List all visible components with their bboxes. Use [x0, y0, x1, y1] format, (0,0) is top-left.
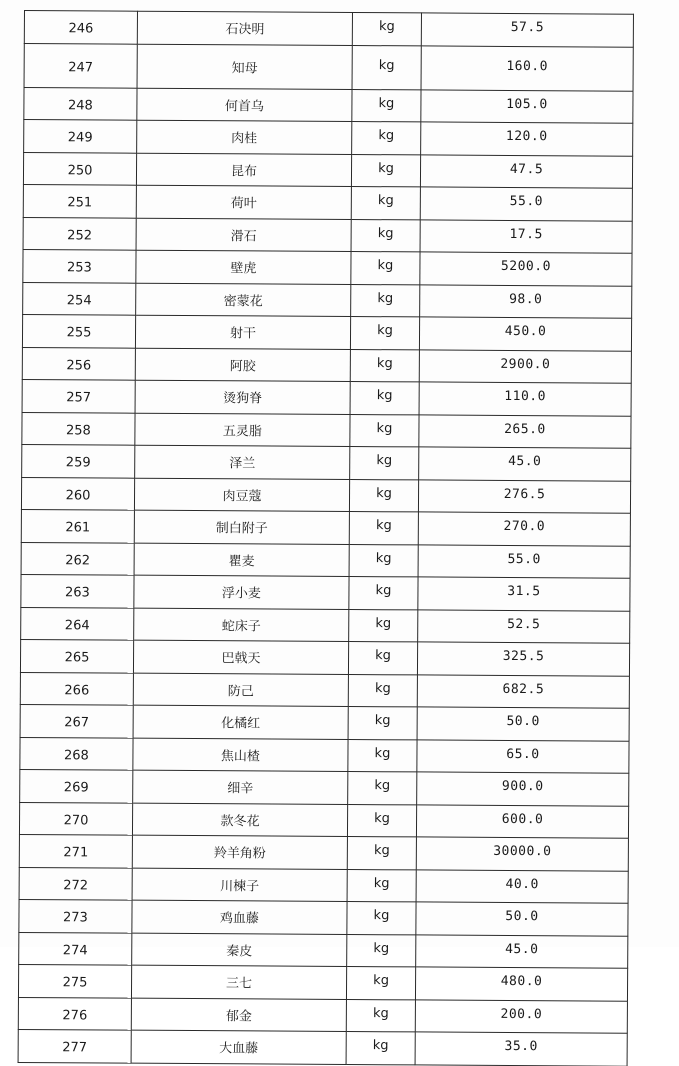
- item-name-cell: 巴戟天: [133, 640, 348, 674]
- row-number-cell: 248: [24, 87, 137, 120]
- row-number-cell: 254: [23, 282, 136, 315]
- row-number-cell: 272: [19, 867, 132, 900]
- unit-cell: kg: [349, 576, 418, 609]
- row-number-cell: 270: [19, 802, 132, 835]
- unit-cell: kg: [346, 966, 415, 999]
- unit-cell: kg: [347, 869, 416, 902]
- item-name-cell: 阿胶: [135, 348, 350, 382]
- price-table-body: [18, 11, 633, 1066]
- row-number-cell: 247: [24, 43, 137, 88]
- item-name-cell: 焦山楂: [133, 738, 348, 772]
- table-row: [22, 347, 631, 383]
- unit-cell: kg: [352, 89, 421, 122]
- row-number-cell: 251: [23, 184, 136, 217]
- table-row: [24, 43, 633, 91]
- item-name-cell: 三七: [131, 965, 346, 999]
- item-name-cell: 蛇床子: [134, 608, 349, 642]
- row-number-cell: 260: [21, 477, 134, 510]
- item-name-cell: 瞿麦: [134, 543, 349, 577]
- unit-cell: kg: [349, 479, 418, 512]
- value-cell: 450.0: [419, 317, 631, 351]
- item-name-cell: 射干: [135, 315, 350, 349]
- row-number-cell: 257: [22, 379, 135, 412]
- table-row: [24, 11, 633, 47]
- row-number-cell: 264: [21, 607, 134, 640]
- value-cell: 105.0: [421, 89, 633, 123]
- table-row: [23, 184, 632, 220]
- unit-cell: kg: [352, 45, 421, 89]
- table-row: [18, 997, 627, 1033]
- table-row: [19, 867, 628, 903]
- unit-cell: kg: [350, 349, 419, 382]
- table-row: [23, 152, 632, 188]
- item-name-cell: 肉豆蔻: [134, 478, 349, 512]
- value-cell: 50.0: [416, 902, 628, 936]
- row-number-cell: 275: [18, 964, 131, 997]
- table-row: [21, 607, 630, 643]
- table-row: [20, 737, 629, 773]
- value-cell: 682.5: [417, 674, 629, 708]
- table-row: [24, 87, 633, 123]
- item-name-cell: 知母: [137, 44, 352, 89]
- unit-cell: kg: [349, 511, 418, 544]
- item-name-cell: 羚羊角粉: [132, 835, 347, 869]
- unit-cell: kg: [348, 641, 417, 674]
- table-row: [21, 542, 630, 578]
- table-row: [21, 477, 630, 513]
- value-cell: 480.0: [415, 967, 627, 1001]
- item-name-cell: 制白附子: [134, 510, 349, 544]
- row-number-cell: 269: [20, 769, 133, 802]
- unit-cell: kg: [347, 804, 416, 837]
- item-name-cell: 五灵脂: [135, 413, 350, 447]
- unit-cell: kg: [346, 1031, 415, 1064]
- row-number-cell: 276: [18, 997, 131, 1030]
- row-number-cell: 262: [21, 542, 134, 575]
- value-cell: 31.5: [418, 577, 630, 611]
- item-name-cell: 款冬花: [132, 803, 347, 837]
- price-table: [18, 10, 634, 1066]
- item-name-cell: 细辛: [133, 770, 348, 804]
- value-cell: 160.0: [421, 45, 633, 90]
- unit-cell: kg: [350, 446, 419, 479]
- row-number-cell: 273: [19, 899, 132, 932]
- unit-cell: kg: [346, 999, 415, 1032]
- value-cell: 200.0: [415, 999, 627, 1033]
- table-row: [24, 120, 633, 156]
- item-name-cell: 滑石: [136, 218, 351, 252]
- row-number-cell: 258: [22, 412, 135, 445]
- unit-cell: kg: [349, 544, 418, 577]
- unit-cell: kg: [350, 414, 419, 447]
- table-row: [19, 802, 628, 838]
- row-number-cell: 274: [19, 932, 132, 965]
- value-cell: 270.0: [418, 512, 630, 546]
- unit-cell: kg: [352, 122, 421, 155]
- row-number-cell: 259: [22, 444, 135, 477]
- row-number-cell: 263: [21, 574, 134, 607]
- unit-cell: kg: [348, 739, 417, 772]
- unit-cell: kg: [351, 187, 420, 220]
- row-number-cell: 252: [23, 217, 136, 250]
- item-name-cell: 石决明: [137, 11, 352, 45]
- table-row: [20, 704, 629, 740]
- row-number-cell: 265: [20, 639, 133, 672]
- row-number-cell: 277: [18, 1029, 131, 1062]
- row-number-cell: 261: [21, 509, 134, 542]
- table-row: [20, 639, 629, 675]
- value-cell: 30000.0: [416, 837, 628, 871]
- value-cell: 65.0: [417, 739, 629, 773]
- value-cell: 2900.0: [419, 349, 631, 383]
- row-number-cell: 266: [20, 672, 133, 705]
- item-name-cell: 何首乌: [137, 88, 352, 122]
- unit-cell: kg: [347, 934, 416, 967]
- row-number-cell: 250: [23, 152, 136, 185]
- value-cell: 265.0: [419, 414, 631, 448]
- value-cell: 325.5: [417, 642, 629, 676]
- table-row: [20, 769, 629, 805]
- unit-cell: kg: [350, 381, 419, 414]
- table-row: [22, 412, 631, 448]
- row-number-cell: 255: [22, 314, 135, 347]
- item-name-cell: 烫狗脊: [135, 380, 350, 414]
- item-name-cell: 郁金: [131, 998, 346, 1032]
- table-row: [22, 314, 631, 350]
- unit-cell: kg: [351, 284, 420, 317]
- unit-cell: kg: [348, 771, 417, 804]
- unit-cell: kg: [350, 317, 419, 350]
- value-cell: 120.0: [421, 122, 633, 156]
- row-number-cell: 256: [22, 347, 135, 380]
- table-row: [19, 899, 628, 935]
- value-cell: 40.0: [416, 869, 628, 903]
- value-cell: 900.0: [417, 772, 629, 806]
- value-cell: 5200.0: [420, 252, 632, 286]
- value-cell: 55.0: [420, 187, 632, 221]
- row-number-cell: 249: [24, 120, 137, 153]
- row-number-cell: 271: [19, 834, 132, 867]
- unit-cell: kg: [347, 901, 416, 934]
- table-row: [19, 834, 628, 870]
- unit-cell: kg: [352, 13, 421, 46]
- value-cell: 17.5: [420, 219, 632, 253]
- value-cell: 47.5: [420, 154, 632, 188]
- item-name-cell: 密蒙花: [136, 283, 351, 317]
- value-cell: 98.0: [420, 284, 632, 318]
- value-cell: 45.0: [416, 934, 628, 968]
- value-cell: 50.0: [417, 707, 629, 741]
- item-name-cell: 防己: [133, 673, 348, 707]
- unit-cell: kg: [349, 609, 418, 642]
- row-number-cell: 253: [23, 249, 136, 282]
- value-cell: 35.0: [415, 1032, 627, 1066]
- item-name-cell: 肉桂: [137, 120, 352, 154]
- row-number-cell: 246: [24, 11, 137, 44]
- row-number-cell: 267: [20, 704, 133, 737]
- table-row: [22, 444, 631, 480]
- value-cell: 110.0: [419, 382, 631, 416]
- item-name-cell: 鸡血藤: [132, 900, 347, 934]
- value-cell: 55.0: [418, 544, 630, 578]
- item-name-cell: 化橘红: [133, 705, 348, 739]
- table-row: [21, 509, 630, 545]
- table-row: [23, 282, 632, 318]
- value-cell: 45.0: [419, 447, 631, 481]
- item-name-cell: 壁虎: [136, 250, 351, 284]
- table-row: [20, 672, 629, 708]
- table-row: [23, 249, 632, 285]
- unit-cell: kg: [347, 836, 416, 869]
- item-name-cell: 昆布: [136, 153, 351, 187]
- unit-cell: kg: [351, 252, 420, 285]
- item-name-cell: 川楝子: [132, 868, 347, 902]
- table-row: [18, 964, 627, 1000]
- table-row: [21, 574, 630, 610]
- row-number-cell: 268: [20, 737, 133, 770]
- table-row: [18, 1029, 627, 1065]
- value-cell: 57.5: [421, 13, 633, 47]
- table-row: [19, 932, 628, 968]
- table-row: [23, 217, 632, 253]
- value-cell: 276.5: [418, 479, 630, 513]
- item-name-cell: 泽兰: [135, 445, 350, 479]
- item-name-cell: 大血藤: [131, 1030, 346, 1064]
- unit-cell: kg: [348, 674, 417, 707]
- item-name-cell: 秦皮: [132, 933, 347, 967]
- value-cell: 52.5: [418, 609, 630, 643]
- unit-cell: kg: [351, 154, 420, 187]
- item-name-cell: 荷叶: [136, 185, 351, 219]
- unit-cell: kg: [351, 219, 420, 252]
- value-cell: 600.0: [416, 804, 628, 838]
- table-row: [22, 379, 631, 415]
- item-name-cell: 浮小麦: [134, 575, 349, 609]
- unit-cell: kg: [348, 706, 417, 739]
